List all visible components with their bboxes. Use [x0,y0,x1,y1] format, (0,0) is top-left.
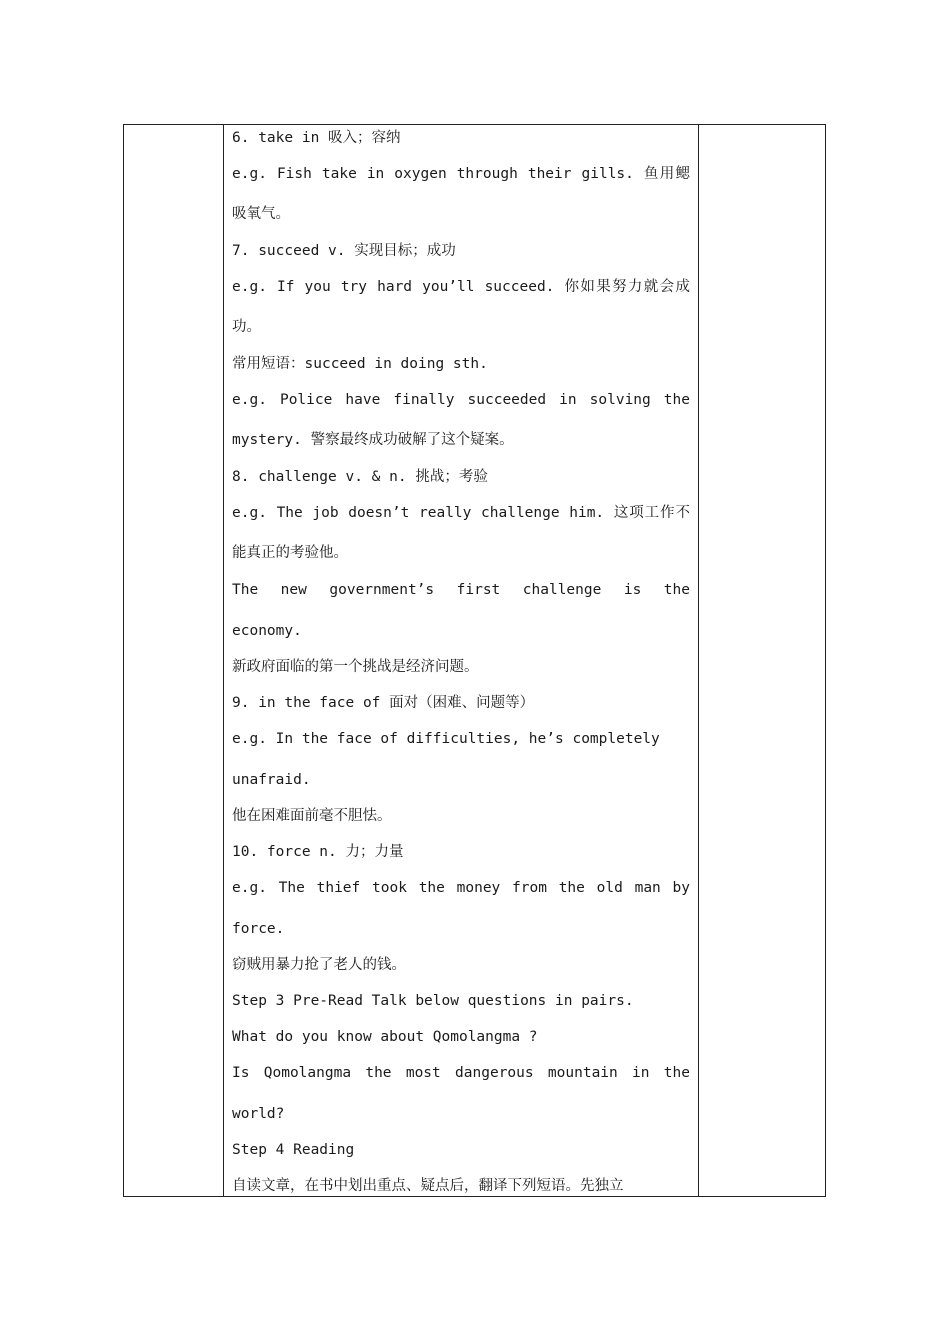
text-line: world? [232,1106,285,1122]
text-line: e.g. The thief took the money from the old man by [232,880,690,896]
text-line: mystery. 警察最终成功破解了这个疑案。 [232,432,514,448]
text-line: 6. take in 吸入；容纳 [232,130,401,146]
text-line: 常用短语：succeed in doing sth. [232,356,488,372]
text-line: What do you know about Qomolangma ? [232,1029,538,1045]
text-line: 能真正的考验他。 [232,545,348,561]
text-line: Is Qomolangma the most dangerous mountain in the [232,1065,690,1081]
text-line: e.g. Police have finally succeeded in solving the [232,392,690,408]
text-line: 他在困难面前毫不胆怯。 [232,808,392,824]
text-line: e.g. The job doesn’t really challenge him. 这项工作不 [232,505,690,521]
text-line: 功。 [232,319,261,335]
text-line: unafraid. [232,772,311,788]
text-line: 自读文章，在书中划出重点、疑点后，翻译下列短语。先独立 [232,1178,624,1194]
text-line: e.g. In the face of difficulties, he’s completely [232,731,660,747]
text-line: e.g. Fish take in oxygen through their gills. 鱼用鳃 [232,166,690,182]
text-line: 8. challenge v. & n. 挑战；考验 [232,469,488,485]
text-line: 9. in the face of 面对（困难、问题等） [232,695,535,711]
column-divider-right [698,125,699,1196]
text-line: 吸氧气。 [232,206,290,222]
text-line: 10. force n. 力；力量 [232,844,404,860]
text-line: force. [232,921,285,937]
text-line: economy. [232,623,302,639]
column-divider-left [223,125,224,1196]
text-line: 7. succeed v. 实现目标；成功 [232,243,456,259]
text-line: 窃贼用暴力抢了老人的钱。 [232,957,406,973]
text-line: e.g. If you try hard you’ll succeed. 你如果努力就会成 [232,279,690,295]
text-line: 新政府面临的第一个挑战是经济问题。 [232,659,479,675]
text-line: The new government’s first challenge is the [232,582,690,598]
text-line: Step 4 Reading [232,1142,355,1158]
text-line: Step 3 Pre-Read Talk below questions in pairs. [232,993,634,1009]
